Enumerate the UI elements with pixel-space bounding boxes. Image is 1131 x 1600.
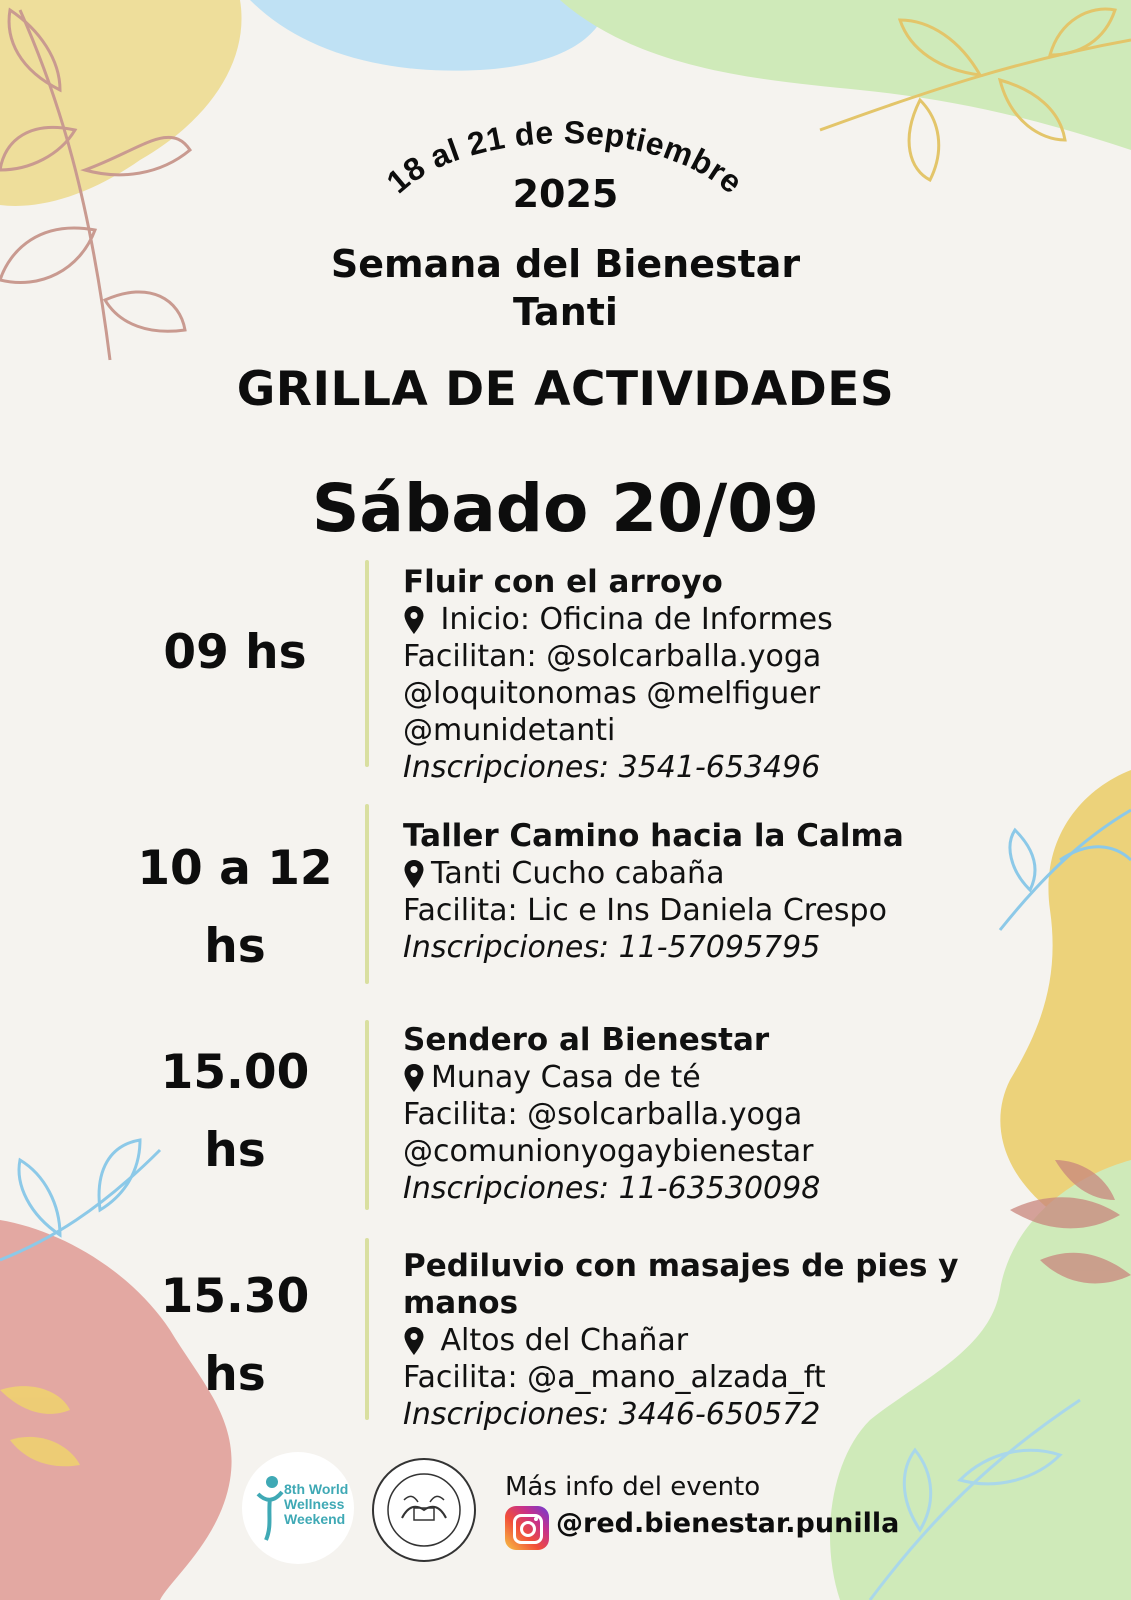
time-line: 15.30 [160, 1269, 310, 1324]
activity-time [120, 1034, 350, 1190]
activity-item [403, 818, 983, 966]
activity-title: Pediluvio con masajes de pies y [403, 1248, 959, 1284]
activity-title: manos [403, 1285, 519, 1321]
instagram-icon[interactable] [505, 1506, 549, 1550]
activity-time [120, 1258, 350, 1414]
activity-detail: Facilita: @solcarballa.yoga [403, 1097, 803, 1132]
location-text: Inicio: Oficina de Informes [431, 602, 833, 637]
wellness-figure-icon [254, 1474, 284, 1544]
logo-text-line: Wellness [284, 1496, 345, 1512]
time-line: 15.00 [160, 1045, 310, 1100]
activity-title: Taller Camino hacia la Calma [403, 818, 904, 854]
dates-text: 18 al 21 de Septiembre [379, 113, 750, 201]
activity-detail: @munidetanti [403, 713, 616, 748]
activity-title: Fluir con el arroyo [403, 564, 723, 600]
activity-registration: Inscripciones: 3541-653496 [403, 750, 821, 785]
activity-detail: @comunionyogaybienestar [403, 1134, 814, 1169]
separator [365, 804, 369, 984]
instagram-handle-link[interactable]: @red.bienestar.punilla [556, 1508, 900, 1539]
activity-item [403, 1022, 983, 1207]
location-pin-icon [403, 859, 425, 889]
activity-registration: Inscripciones: 11-57095795 [403, 930, 821, 965]
location-text: Altos del Chañar [431, 1323, 689, 1358]
activity-detail: Facilita: Lic e Ins Daniela Crespo [403, 893, 887, 928]
activity-item [403, 1248, 983, 1433]
seal-hands-icon [374, 1460, 474, 1560]
activity-detail: Facilita: @a_mano_alzada_ft [403, 1360, 826, 1395]
time-line: 10 a 12 [137, 841, 333, 896]
time-line: hs [204, 1123, 266, 1178]
event-title-line1: Semana del Bienestar [330, 242, 801, 286]
activity-location [403, 1322, 983, 1359]
activity-location [403, 1059, 983, 1096]
logo-text-line: 8th World [284, 1481, 349, 1497]
activity-location [403, 855, 983, 892]
location-text: Munay Casa de té [431, 1060, 701, 1095]
location-text: Tanti Cucho cabaña [431, 856, 725, 891]
more-info-label: Más info del evento [505, 1472, 761, 1502]
location-pin-icon [403, 1326, 425, 1356]
activity-detail: Facilitan: @solcarballa.yoga [403, 639, 822, 674]
event-title-line2: Tanti [513, 290, 618, 334]
separator [365, 1238, 369, 1420]
activity-time [120, 830, 350, 986]
grid-title: GRILLA DE ACTIVIDADES [236, 362, 895, 417]
location-pin-icon [403, 1063, 425, 1093]
time-line: hs [204, 1347, 266, 1402]
time-line: hs [204, 919, 266, 974]
separator [365, 1020, 369, 1210]
separator [365, 560, 369, 767]
event-year: 2025 [512, 172, 619, 216]
logo-text-line: Weekend [284, 1511, 346, 1527]
time-line: 09 hs [163, 625, 307, 680]
red-bienestar-seal-logo [372, 1458, 476, 1562]
world-wellness-weekend-logo [242, 1452, 354, 1564]
activity-location [403, 601, 983, 638]
location-pin-icon [403, 605, 425, 635]
activity-registration: Inscripciones: 3446-650572 [403, 1397, 821, 1432]
activity-time [120, 614, 350, 692]
day-heading: Sábado 20/09 [311, 470, 820, 547]
activity-registration: Inscripciones: 11-63530098 [403, 1171, 821, 1206]
activity-detail: @loquitonomas @melfiguer [403, 676, 821, 711]
activity-title: Sendero al Bienestar [403, 1022, 770, 1058]
activity-item [403, 564, 983, 786]
event-title [0, 240, 1131, 336]
